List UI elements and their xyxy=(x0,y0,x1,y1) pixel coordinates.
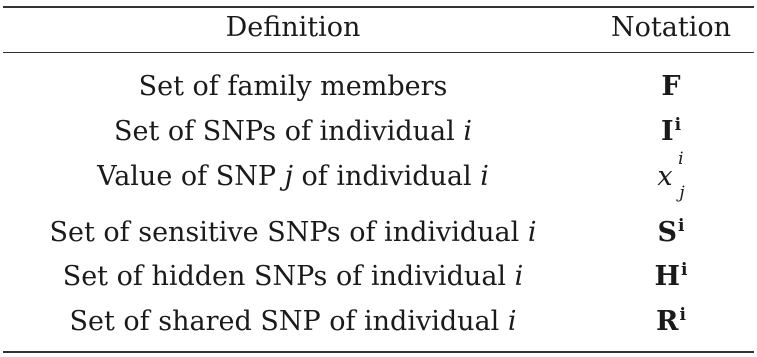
notation-superscript: i xyxy=(679,305,686,325)
definition-variable: i xyxy=(463,116,473,147)
table-row-definition xyxy=(3,115,583,149)
definition-text: Value of SNP xyxy=(97,161,285,192)
table-row-notation xyxy=(590,260,752,294)
header-notation: Notation xyxy=(611,12,731,43)
notation-superscript: i xyxy=(678,216,685,236)
definition-text: Set of hidden SNPs of individual xyxy=(62,261,515,292)
table-row-notation xyxy=(590,115,752,149)
definition-text: Set of sensitive SNPs of individual xyxy=(49,217,528,248)
definition-text: of individual xyxy=(292,161,481,192)
notation-subscript: j xyxy=(679,183,685,203)
table-row-definition xyxy=(3,305,583,339)
header-definition: Definition xyxy=(225,12,361,43)
definition-variable: i xyxy=(527,217,537,248)
definition-variable: j xyxy=(284,161,293,192)
table-top-rule xyxy=(3,6,754,8)
notation-symbol: S xyxy=(657,217,678,248)
notation-superscript: i xyxy=(681,260,688,280)
table-row-notation xyxy=(590,149,752,203)
table-bottom-rule xyxy=(3,351,754,353)
notation-symbol xyxy=(657,149,685,203)
notation-symbol: F xyxy=(661,71,681,102)
definition-text: Set of shared SNP of individual xyxy=(69,306,508,337)
definition-variable: i xyxy=(480,161,489,192)
definition-text: Set of family members xyxy=(138,71,448,102)
notation-symbol: R xyxy=(656,306,679,337)
notation-superscript: i xyxy=(678,149,684,169)
definition-variable: i xyxy=(514,261,524,292)
table-row-definition xyxy=(3,260,583,294)
table-row-notation xyxy=(590,305,752,339)
definition-text: Set of SNPs of individual xyxy=(113,116,464,147)
table-header-rule xyxy=(3,52,754,53)
notation-symbol: I xyxy=(660,116,674,147)
definition-variable: i xyxy=(507,306,517,337)
table-row-definition xyxy=(3,216,583,250)
notation-base: x xyxy=(657,161,673,192)
table-row-definition xyxy=(3,70,583,104)
table-row-notation xyxy=(590,216,752,250)
notation-superscript: i xyxy=(674,115,682,135)
table-row-notation xyxy=(590,70,752,104)
notation-symbol: H xyxy=(654,261,681,292)
table-row-definition xyxy=(3,160,583,194)
